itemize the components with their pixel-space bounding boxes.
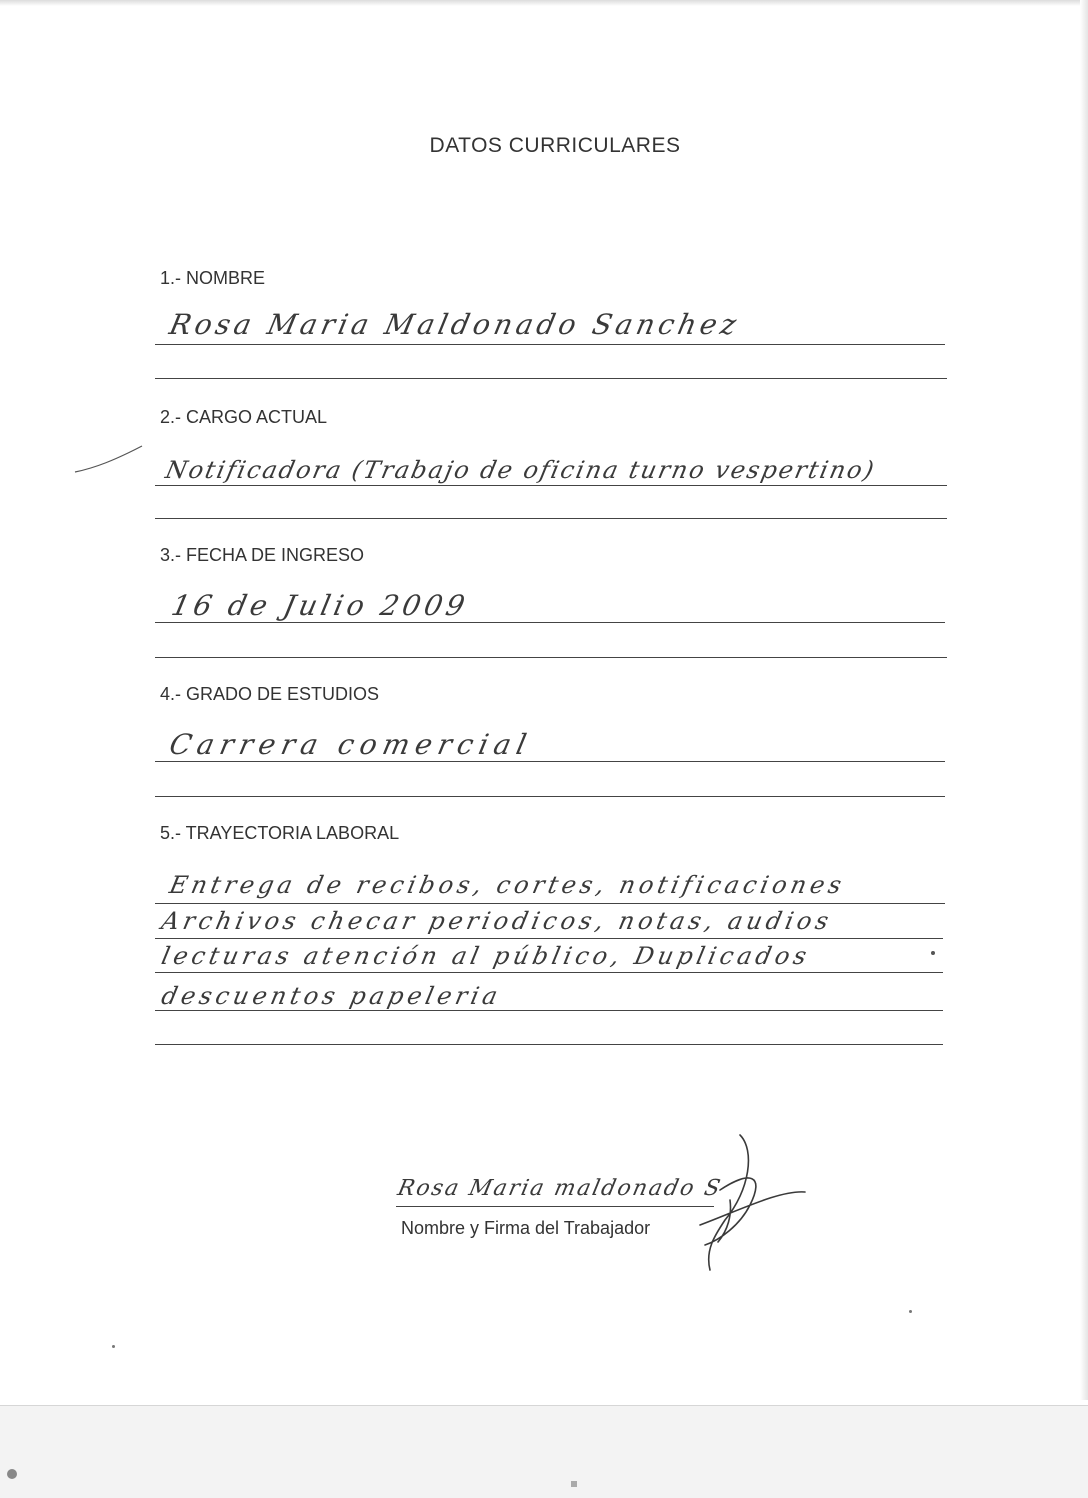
ink-speck [931,951,935,955]
stray-pen-mark [70,440,150,480]
section-label-grado-estudios: 4.- GRADO DE ESTUDIOS [160,684,380,704]
scan-top-edge [0,0,1088,6]
section-label-cargo-actual: 2.- CARGO ACTUAL [160,407,328,427]
signature-flourish [680,1130,820,1280]
signature-line [396,1206,714,1207]
answer-line [155,796,945,797]
handwritten-trayectoria-line-1: Entrega de recibos, cortes, notificaciones [167,871,848,899]
ink-speck [112,1345,115,1348]
answer-line [155,1010,943,1011]
section-label-fecha-ingreso: 3.- FECHA DE INGRESO [160,545,365,565]
section-label-trayectoria-laboral: 5.- TRAYECTORIA LABORAL [160,823,400,843]
handwritten-fecha-ingreso: 16 de Julio 2009 [168,589,472,622]
answer-line [155,378,947,379]
answer-line [155,518,947,519]
answer-line [155,903,945,904]
answer-line [155,344,945,345]
answer-line [155,1044,943,1045]
handwritten-trayectoria-line-4: descuentos papeleria [159,982,505,1010]
answer-line [155,622,945,623]
handwritten-grado-estudios: Carrera comercial [166,728,536,761]
scan-right-edge [1080,0,1088,1400]
handwritten-trayectoria-line-3: lecturas atención al público, Duplicados [159,942,813,970]
answer-line [155,657,947,658]
section-label-nombre: 1.- NOMBRE [160,268,266,288]
page-dot-mark [568,1478,580,1490]
handwritten-nombre: Rosa Maria Maldonado Sanchez [166,308,744,341]
binder-hole-mark [4,1466,20,1482]
answer-line [155,485,947,486]
answer-line [155,972,943,973]
scan-bottom-strip [0,1405,1088,1498]
ink-speck [909,1310,912,1313]
handwritten-trayectoria-line-2: Archivos checar periodicos, notas, audios [159,907,835,935]
signature-handwritten-name: Rosa Maria maldonado S [395,1176,725,1201]
answer-line [155,938,943,939]
document-title: DATOS CURRICULARES [429,134,681,157]
answer-line [155,761,945,762]
handwritten-cargo-actual: Notificadora (Trabajo de oficina turno vespertino) [163,456,879,484]
signature-caption: Nombre y Firma del Trabajador [401,1218,651,1238]
